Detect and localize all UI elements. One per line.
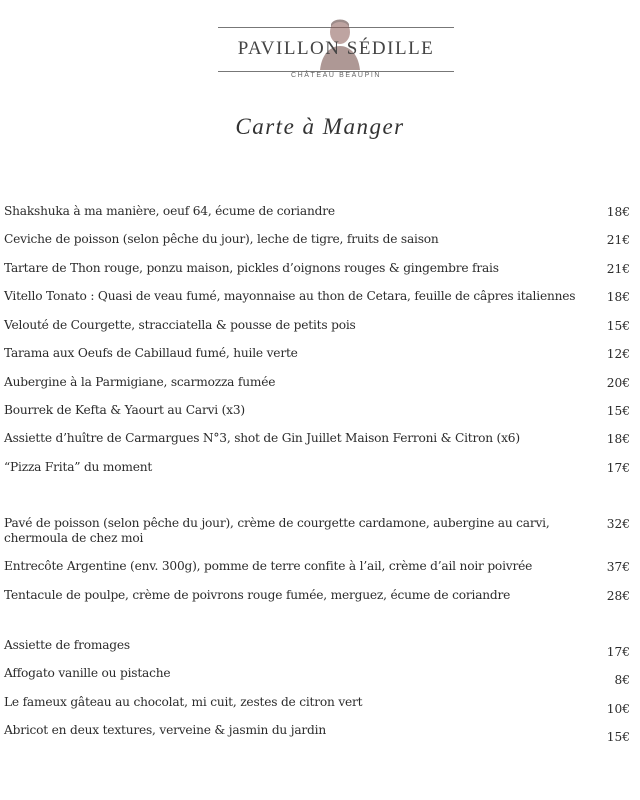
menu-item-price: 21€ bbox=[606, 233, 630, 247]
menu-item-name: Abricot en deux textures, verveine & jasmin du jardin bbox=[4, 723, 326, 737]
menu-item-name: Le fameux gâteau au chocolat, mi cuit, zestes de citron vert bbox=[4, 695, 363, 709]
menu-item-price: 10€ bbox=[606, 702, 630, 716]
menu-item-name: Velouté de Courgette, stracciatella & pousse de petits pois bbox=[4, 318, 356, 332]
restaurant-name: PAVILLON SÉDILLE bbox=[237, 38, 435, 59]
menu-item-price: 21€ bbox=[606, 262, 630, 276]
menu-item-price: 37€ bbox=[606, 560, 630, 574]
menu-item-price: 8€ bbox=[614, 673, 630, 687]
menu-item-price: 12€ bbox=[606, 347, 630, 361]
restaurant-subtitle: CHÂTEAU BEAUPIN bbox=[290, 72, 382, 79]
menu-item-price: 15€ bbox=[606, 319, 630, 333]
menu-item-name: Bourrek de Kefta & Yaourt au Carvi (x3) bbox=[4, 403, 245, 417]
menu-item-price: 18€ bbox=[606, 432, 630, 446]
menu-item-price: 18€ bbox=[606, 205, 630, 219]
menu-title: Carte à Manger bbox=[235, 114, 405, 139]
menu-item-name: Ceviche de poisson (selon pêche du jour), leche de tigre, fruits de saison bbox=[4, 232, 439, 246]
menu-item-name: Aubergine à la Parmigiane, scarmozza fumée bbox=[4, 375, 276, 389]
menu-item-name: Pavé de poisson (selon pêche du jour), crème de courgette cardamone, aubergine au carvi, chermoula de chez moi bbox=[4, 516, 550, 545]
menu-item-price: 28€ bbox=[606, 589, 630, 603]
menu-item-price: 32€ bbox=[606, 517, 630, 531]
menu-item-price: 17€ bbox=[606, 461, 630, 475]
menu-item-name: Entrecôte Argentine (env. 300g), pomme de terre confite à l’ail, crème d’ail noir poivrée bbox=[4, 559, 533, 573]
menu-item-price: 17€ bbox=[606, 645, 630, 659]
menu-item-name: Assiette d’huître de Carmargues N°3, shot de Gin Juillet Maison Ferroni & Citron (x6) bbox=[4, 431, 520, 445]
menu-item-name: “Pizza Frita” du moment bbox=[4, 460, 153, 474]
menu-item-name: Affogato vanille ou pistache bbox=[4, 666, 171, 680]
menu-item-price: 18€ bbox=[606, 290, 630, 304]
menu-item-name: Vitello Tonato : Quasi de veau fumé, mayonnaise au thon de Cetara, feuille de câpres italiennes bbox=[4, 289, 576, 303]
menu-item-name: Tentacule de poulpe, crème de poivrons rouge fumée, merguez, écume de coriandre bbox=[4, 588, 511, 602]
menu-item-name: Tarama aux Oeufs de Cabillaud fumé, huile verte bbox=[4, 346, 298, 360]
menu-item-price: 20€ bbox=[606, 376, 630, 390]
menu-item-name: Assiette de fromages bbox=[4, 638, 130, 652]
restaurant-logo bbox=[218, 18, 454, 74]
menu-item-name: Shakshuka à ma manière, oeuf 64, écume de coriandre bbox=[4, 204, 335, 218]
menu-item-price: 15€ bbox=[606, 730, 630, 744]
menu-item-price: 15€ bbox=[606, 404, 630, 418]
menu-item-name: Tartare de Thon rouge, ponzu maison, pickles d’oignons rouges & gingembre frais bbox=[4, 261, 499, 275]
